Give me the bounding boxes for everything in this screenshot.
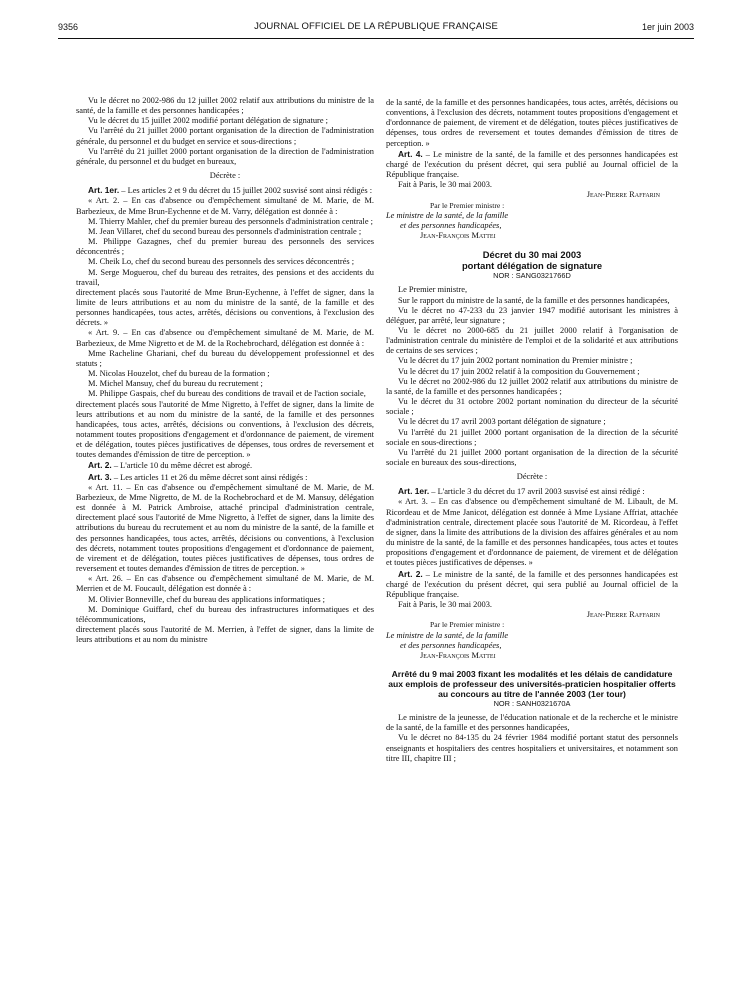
paragraph: « Art. 2. – En cas d'absence ou d'empêchement simultané de M. Marie, de M. Barbezieux, de Mme Brun-Eychenne et de M. Varry, délégation est donnée à : bbox=[76, 196, 374, 216]
paragraph: M. Dominique Guiffard, chef du bureau des infrastructures informatiques et des télécommunications, bbox=[76, 604, 374, 624]
paragraph: M. Olivier Bonneville, chef du bureau des applications informatiques ; bbox=[88, 594, 325, 604]
paragraph: Vu le décret du 17 juin 2002 relatif à la composition du Gouvernement ; bbox=[398, 366, 640, 376]
nor-reference: NOR : SANH0321670A bbox=[493, 698, 571, 708]
paragraph: Vu l'arrêté du 21 juillet 2000 portant organisation de la direction de l'administration générale, du personnel et du budget en bureaux, bbox=[76, 146, 374, 166]
nor-reference: NOR : SANG0321766D bbox=[493, 271, 571, 281]
paragraph: Vu le décret no 84-135 du 24 février 1984 modifié portant statut des personnels enseignants et hospitaliers des centres hospitaliers et universitaires, et notamment son titre III, chapitre III ; bbox=[386, 733, 678, 763]
paragraph: M. Serge Moguerou, chef du bureau des retraites, des pensions et des accidents du travail, bbox=[76, 267, 374, 287]
paragraph: Mme Racheline Ghariani, chef du bureau du développement professionnel et des statuts ; bbox=[76, 348, 374, 368]
paragraph: directement placés sous l'autorité de M. Merrien, à l'effet de signer, dans la limite de leurs attributions et au nom du ministre bbox=[76, 624, 374, 645]
paragraph: M. Nicolas Houzelot, chef du bureau de la formation ; bbox=[88, 369, 270, 379]
article-paragraph: Art. 3. – Les articles 11 et 26 du même décret sont ainsi rédigés : bbox=[88, 471, 308, 482]
paragraph: Fait à Paris, le 30 mai 2003. bbox=[398, 180, 492, 190]
page-number: 9356 bbox=[58, 22, 79, 32]
paragraph: Vu le décret du 31 octobre 2002 portant nomination du directeur de la sécurité sociale ; bbox=[386, 397, 678, 417]
par-le-premier-ministre: Par le Premier ministre : bbox=[430, 200, 505, 210]
paragraph: Vu le décret no 2002-986 du 12 juillet 2002 relatif aux attributions du ministre de la santé, de la famille et des personnes handicapées ; bbox=[386, 376, 678, 396]
decree-subtitle: portant délégation de signature bbox=[461, 260, 603, 272]
minister-title-cont: et des personnes handicapées, bbox=[400, 220, 502, 230]
paragraph: M. Cheik Lo, chef du second bureau des personnels des services déconcentrés ; bbox=[88, 257, 355, 267]
article-label: Art. 1er. bbox=[88, 185, 120, 196]
paragraph: « Art. 11. – En cas d'absence ou d'empêchement simultané de M. Marie, de M. Barbezieux, de Mme Nigretto, de M. de la Rochebrochard et de M. Mansuy, délégation est donnée à M. Patrick Ambroise, attaché principal d'administration centrale, directement placé sous l'autorité de Mme Nigretto, à l'effet de signer, dans la limite des attributions du bureau du recrutement et au nom du ministre de la santé, de la famille et des personnes handicapées, tous actes, arrêtés, décisions ou conventions, à l'exclusion des décrets, notamment toutes propositions d'engagement et d'ordonnance de paiement, de virement et de délégation, toutes pièces justificatives de dépenses, tous ordres de reversement et toutes demandes d'émission de titres de perception. » bbox=[76, 482, 374, 574]
paragraph: Le Premier ministre, bbox=[398, 285, 468, 295]
page-header bbox=[58, 20, 694, 36]
decrete-heading: Décrète : bbox=[209, 171, 241, 181]
issue-date: 1er juin 2003 bbox=[641, 22, 694, 32]
article-paragraph: Art. 1er. – L'article 3 du décret du 17 avril 2003 susvisé est ainsi rédigé : bbox=[398, 486, 645, 497]
paragraph: « Art. 26. – En cas d'absence ou d'empêchement simultané de M. Marie, de M. Merrien et de M. Foucault, délégation est donnée à : bbox=[76, 574, 374, 594]
par-le-premier-ministre: Par le Premier ministre : bbox=[430, 620, 505, 630]
minister-title: Le ministre de la santé, de la famille bbox=[386, 630, 509, 640]
minister-signature: Jean-François Mattei bbox=[420, 650, 496, 660]
signature-prime-minister: Jean-Pierre Raffarin bbox=[586, 610, 660, 620]
article-label: Art. 2. bbox=[88, 460, 112, 471]
paragraph: directement placés sous l'autorité de Mme Brun-Eychenne, à l'effet de signer, dans la limite de leurs attributions et au nom du ministre de la santé, de la famille et des personnes handicapées, tous actes, arrêtés, décisions ou conventions, à l'exclusion des décrets. » bbox=[76, 287, 374, 328]
paragraph: M. Thierry Mahler, chef du premier bureau des personnels d'administration centrale ; bbox=[88, 216, 373, 226]
decree-title: Décret du 30 mai 2003 bbox=[482, 249, 582, 261]
paragraph: Vu le décret du 17 juin 2002 portant nomination du Premier ministre ; bbox=[398, 356, 633, 366]
paragraph: Fait à Paris, le 30 mai 2003. bbox=[398, 600, 492, 610]
paragraph: M. Philippe Gazagnes, chef du premier bureau des personnels des services déconcentrés ; bbox=[76, 237, 374, 257]
paragraph: Vu le décret no 2002-986 du 12 juillet 2002 relatif aux attributions du ministre de la santé, de la famille et des personnes handicapées ; bbox=[76, 96, 374, 116]
paragraph: Vu le décret no 2000-685 du 21 juillet 2000 relatif à l'organisation de l'administration centrale du ministère de l'emploi et de la solidarité et aux attributions de certains de ses services ; bbox=[386, 325, 678, 356]
article-paragraph: Art. 2. – L'article 10 du même décret est abrogé. bbox=[88, 460, 253, 471]
paragraph: M. Jean Villaret, chef du second bureau des personnels d'administration centrale ; bbox=[88, 226, 362, 236]
article-label: Art. 1er. bbox=[398, 486, 430, 497]
paragraph: « Art. 9. – En cas d'absence ou d'empêchement simultané de M. Marie, de M. Barbezieux, de Mme Nigretto et de M. de la Rochebrochard, délégation est donnée à : bbox=[76, 328, 374, 348]
arrete-title: Arrêté du 9 mai 2003 fixant les modalités et les délais de candidature aux emplois de professeur des universités-praticien hospitalier offerts au concours au titre de l'année 2003 (1er tour) bbox=[388, 668, 676, 699]
paragraph: Vu le décret no 47-233 du 23 janvier 1947 modifié autorisant les ministres à déléguer, par arrêté, leur signature ; bbox=[386, 305, 678, 325]
paragraph: directement placés sous l'autorité de Mme Nigretto, à l'effet de signer, dans la limite de leurs attributions et au nom du ministre de la santé, de la famille et des personnes handicapées, tous actes, arrêtés, décisions ou conventions, à l'exclusion des décrets, notamment toutes propositions d'engagement et d'ordonnance de paiement, de virement et de délégation, toutes pièces justificatives de dépenses, tous ordres de reversement et toutes demandes d'émission de titre de perception. » bbox=[76, 399, 374, 460]
minister-title-cont: et des personnes handicapées, bbox=[400, 640, 502, 650]
paragraph: Vu l'arrêté du 21 juillet 2000 portant organisation de la direction de l'administration générale, du personnel et du budget en service et sous-directions ; bbox=[76, 126, 374, 146]
article-label: Art. 2. bbox=[398, 568, 423, 579]
decrete-heading: Décrète : bbox=[516, 472, 548, 482]
article-label: Art. 3. bbox=[88, 471, 112, 482]
right-column bbox=[386, 98, 678, 978]
article-paragraph: Art. 2. – Le ministre de la santé, de la famille et des personnes handicapées est chargé de l'exécution du présent décret, qui sera publié au Journal officiel de la République française. bbox=[386, 568, 678, 599]
paragraph: Vu le décret du 15 juillet 2002 modifié portant délégation de signature ; bbox=[88, 116, 328, 126]
signature-prime-minister: Jean-Pierre Raffarin bbox=[586, 190, 660, 200]
paragraph: M. Philippe Gaspais, chef du bureau des conditions de travail et de l'action sociale, bbox=[88, 389, 366, 399]
paragraph: de la santé, de la famille et des personnes handicapées, tous actes, arrêtés, décisions ou conventions, à l'exclusion des décrets, notamment toutes propositions d'engagement et d'ordonnance de paiement, de virement et de délégation, toutes pièces justificatives de dépenses, tous ordres de reversement et toutes demandes d'émission de titres de perception. » bbox=[386, 98, 678, 148]
article-paragraph: Art. 1er. – Les articles 2 et 9 du décret du 15 juillet 2002 susvisé sont ainsi rédigés : bbox=[88, 185, 373, 196]
paragraph: « Art. 3. – En cas d'absence ou d'empêchement simultané de M. Libault, de M. Ricordeau et de Mme Janicot, délégation est donnée à Mme Lysiane Affriat, attachée d'administration centrale, directement placée sous l'autorité de M. Ricordeau, à l'effet de signer, dans la limite des attributions de la division des affaires générales et au nom du ministre de la santé, de la famille et des personnes handicapées, tous actes et toutes propositions d'engagement et d'ordonnance de paiement, de virement et de délégation et toutes pièces justificatives de dépenses. » bbox=[386, 497, 678, 568]
paragraph: M. Michel Mansuy, chef du bureau du recrutement ; bbox=[88, 379, 263, 389]
minister-signature: Jean-François Mattei bbox=[420, 231, 496, 241]
paragraph: Vu le décret du 17 avril 2003 portant délégation de signature ; bbox=[398, 417, 606, 427]
minister-title: Le ministre de la santé, de la famille bbox=[386, 210, 509, 220]
journal-title: JOURNAL OFFICIEL DE LA RÉPUBLIQUE FRANÇAISE bbox=[254, 21, 498, 32]
paragraph: Sur le rapport du ministre de la santé, de la famille et des personnes handicapées, bbox=[398, 295, 670, 305]
header-rule bbox=[58, 38, 694, 39]
paragraph: Vu l'arrêté du 21 juillet 2000 portant organisation de la direction de la sécurité sociale en bureaux des sous-directions, bbox=[386, 447, 678, 467]
article-label: Art. 4. bbox=[398, 148, 423, 159]
paragraph: Vu l'arrêté du 21 juillet 2000 portant organisation de la direction de la sécurité sociale en sous-directions ; bbox=[386, 427, 678, 447]
article-paragraph: Art. 4. – Le ministre de la santé, de la famille et des personnes handicapées est chargé de l'exécution du présent décret, qui sera publié au Journal officiel de la République française. bbox=[386, 148, 678, 180]
left-column bbox=[76, 96, 374, 976]
paragraph: Le ministre de la jeunesse, de l'éducation nationale et de la recherche et le ministre de la santé, de la famille et des personnes handicapées, bbox=[386, 713, 678, 733]
